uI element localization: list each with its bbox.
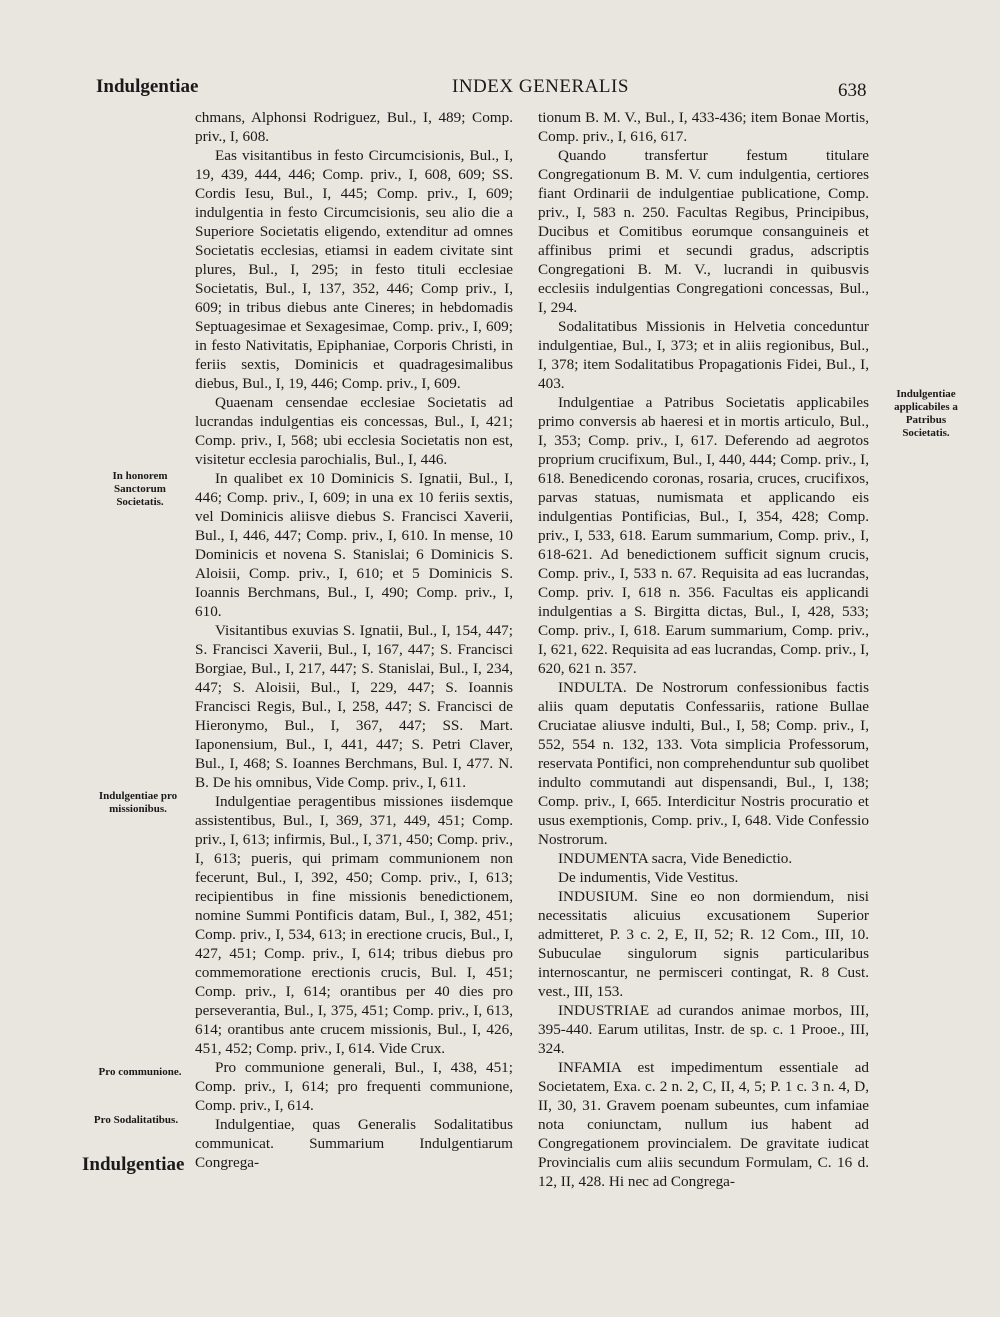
index-entry-infamia: INFAMIA est impedimentum essentiale ad Societatem, Exa. c. 2 n. 2, C, II, 4, 5; P. 1 c. 3 n. 4, D, II, 30, 31. Gravem poenam subeuntes, cum infamiae nota coniunctam, nullum ius habent ad Congregationem provincialem. De gravitate iudicat Provincialis cum aliis secundum Formulam, C. 16 d. 12, II, 428. Hi nec ad Congrega- (538, 1059, 869, 1190)
paragraph: Indulgentiae peragentibus missiones iisdemque assistentibus, Bul., I, 369, 371, 449, 451; Comp. priv., I, 613; infirmis, Bul., I, 371, 450; Comp. priv., I, 613; pueris, qui primam communionem non fecerunt, Bul., I, 392, 450; Comp. priv., I, 613; recipientibus in fine missionis benedictionem, nomine Summi Pontificis datam, Bul., I, 382, 451; Comp. priv., I, 534, 613; in erectione crucis, Bul., I, 427, 451; Comp. priv., I, 614; tribus diebus pro commemoratione erectionis crucis, Bul. I, 451; Comp. priv., I, 614; orantibus per 40 dies pro perseverantia, Bul., I, 375, 451; Comp. priv., I, 613, 614; orantibus ante crucem missionis, Bul., I, 426, 451, 452; Comp. priv., I, 614. Vide Crux. (195, 793, 513, 1057)
running-head-title: INDEX GENERALIS (452, 76, 629, 97)
index-entry-indusium: INDUSIUM. Sine eo non dormiendum, nisi necessitatis alicuius excusationem Superior admitteret, P. 3 c. 2, E, II, 52; R. 12 Com., III, 10. Subuculae singulorum signis particularibus internoscantur, ne permisceri contingat, R. 8 Cust. vest., III, 153. (538, 888, 869, 1000)
margin-note-honorem: In honorem Sanctorum Societatis. (112, 470, 168, 508)
column-left (195, 108, 513, 1172)
paragraph: Indulgentiae a Patribus Societatis applicabiles primo conversis ab haeresi et in mortis articulo, Bul., I, 353; Comp. priv., I, 617. Deferendo ad aegrotos proprium crucifixum, Bul., I, 440, 444; Comp. priv., I, 618. Benedicendo coronas, rosaria, cruces, crucifixos, parvas statuas, numismata et applicando eis indulgentias Pontificias, Bul., I, 354, 428; Comp. priv., I, 533, 618. Earum summarium, Comp. priv., I, 618-621. Ad benedictionem sufficit signum crucis, Comp. priv., I, 533 n. 67. Requisita ad eas lucrandas, Comp. priv. I, 618 n. 356. Facultas eis applicandi indulgentias a S. Birgitta dictas, Bul., I, 428, 533; Comp. priv., I, 618. Earum summarium, Comp. priv., I, 621, 622. Requisita ad eas lucrandas, Comp. priv., I, 620, 621 n. 357. (538, 394, 869, 677)
running-head-left: Indulgentiae (96, 76, 199, 97)
margin-note-missionibus: Indulgentiae pro missionibus. (98, 790, 178, 815)
page-number: 638 (838, 80, 867, 101)
index-entry-indulta: INDULTA. De Nostrorum confessionibus factis aliis quam deputatis Confessariis, ratione Bullae Cruciatae aliusve indulti, Bul., I, 58; Comp. priv., I, 552, 554 n. 132, 133. Vota simplicia Professorum, reservata Pontifici, non comprehenduntur sub quolibet indulto commutandi aut dispensandi, Bul., I, 138; Comp. priv., I, 665. Interdicitur Nostris procuratio et usus exemptionis, Comp. priv., I, 648. Vide Confessio Nostrorum. (538, 679, 869, 848)
paragraph: In qualibet ex 10 Dominicis S. Ignatii, Bul., I, 446; Comp. priv., I, 609; in una ex 10 feriis sextis, vel Dominicis aliisve diebus S. Francisci Xaverii, Bul., I, 446, 447; Comp. priv., I, 610. In mense, 10 Dominicis et novena S. Stanislai; 6 Dominicis S. Aloisii, Comp. priv., I, 610; et 5 Dominicis S. Ioannis Berchmans, Bul., I, 490; Comp. priv., I, 610. (195, 470, 513, 620)
catchword: Indulgentiae (82, 1154, 185, 1175)
margin-note-sodalitatibus: Pro Sodalitatibus. (93, 1114, 179, 1126)
paragraph: Indulgentiae, quas Generalis Sodalitatibus communicat. Summarium Indulgentiarum Congrega- (195, 1116, 513, 1171)
index-entry-indumenta: INDUMENTA sacra, Vide Benedictio. (558, 850, 793, 867)
paragraph: Visitantibus exuvias S. Ignatii, Bul., I, 154, 447; S. Francisci Xaverii, Bul., I, 167, 447; S. Francisci Borgiae, Bul., I, 217, 447; S. Stanislai, Bul., I, 234, 447; S. Aloisii, Bul., I, 229, 447; S. Ioannis Francisci Regis, Bul., I, 258, 447; S. Francisci de Hieronymo, Bul., I, 367, 447; SS. Mart. Iaponensium, Bul., I, 441, 447; S. Petri Claver, Bul., I, 468; S. Ioannes Berchmans, Bul. I, 477. N. B. De his omnibus, Vide Comp. priv., I, 611. (195, 622, 513, 791)
column-right (538, 108, 869, 1191)
paragraph: De indumentis, Vide Vestitus. (558, 869, 739, 886)
margin-note-communione: Pro communione. (98, 1066, 182, 1078)
paragraph: Sodalitatibus Missionis in Helvetia conceduntur indulgentiae, Bul., I, 373; et in aliis regionibus, Bul., I, 378; item Sodalitatibus Propagationis Fidei, Bul., I, 403. (538, 318, 869, 392)
paragraph: Quaenam censendae ecclesiae Societatis ad lucrandas indulgentias eis concessas, Bul., I, 421; Comp. priv., I, 568; ubi ecclesia Societatis non est, visitetur ecclesia parochialis, Bul., I, 446. (195, 394, 513, 468)
index-entry-industriae: INDUSTRIAE ad curandos animae morbos, III, 395-440. Earum utilitas, Instr. de sp. c. 1 Prooe., III, 324. (538, 1002, 869, 1057)
paragraph: tionum B. M. V., Bul., I, 433-436; item Bonae Mortis, Comp. priv., I, 616, 617. (538, 109, 869, 145)
margin-note-applicabiles: Indulgentiae applicabiles a Patribus Societatis. (894, 388, 958, 439)
paragraph: Eas visitantibus in festo Circumcisionis, Bul., I, 19, 439, 444, 446; Comp. priv., I, 608, 609; SS. Cordis Iesu, Bul., I, 445; Comp. priv., I, 609; indulgentia in festo Circumcisionis, seu alio die a Superiore Societatis eligendo, extenditur ad omnes Societatis ecclesias, etiamsi in eadem civitate sint plures, Bul., I, 295; in festo tituli ecclesiae Societatis, Bul., I, 137, 352, 446; Comp priv., I, 609; in tribus diebus ante Cineres; in hebdomadis Septuagesimae et Sexagesimae, Comp. priv., I, 609; in festo Nativitatis, Epiphaniae, Corporis Christi, in feriis sextis, Dominicis et quadragesimalibus diebus, Bul., I, 19, 446; Comp. priv., I, 609. (195, 147, 513, 392)
paragraph: Quando transfertur festum titulare Congregationum B. M. V. cum indulgentia, certiores fiant Ordinarii de indulgentiae publicatione, Comp. priv., I, 583 n. 250. Facultas Regibus, Principibus, Ducibus et Comitibus eorumque consanguineis et affinibus primi et secundi gradus, adscriptis Congregationi B. M. V., lucrandi in quibusvis ecclesiis indulgentias Congregationi concessas, Bul., I, 294. (538, 147, 869, 316)
paragraph: chmans, Alphonsi Rodriguez, Bul., I, 489; Comp. priv., I, 608. (195, 109, 513, 145)
paragraph: Pro communione generali, Bul., I, 438, 451; Comp. priv., I, 614; pro frequenti communione, Comp. priv., I, 614. (195, 1059, 513, 1114)
